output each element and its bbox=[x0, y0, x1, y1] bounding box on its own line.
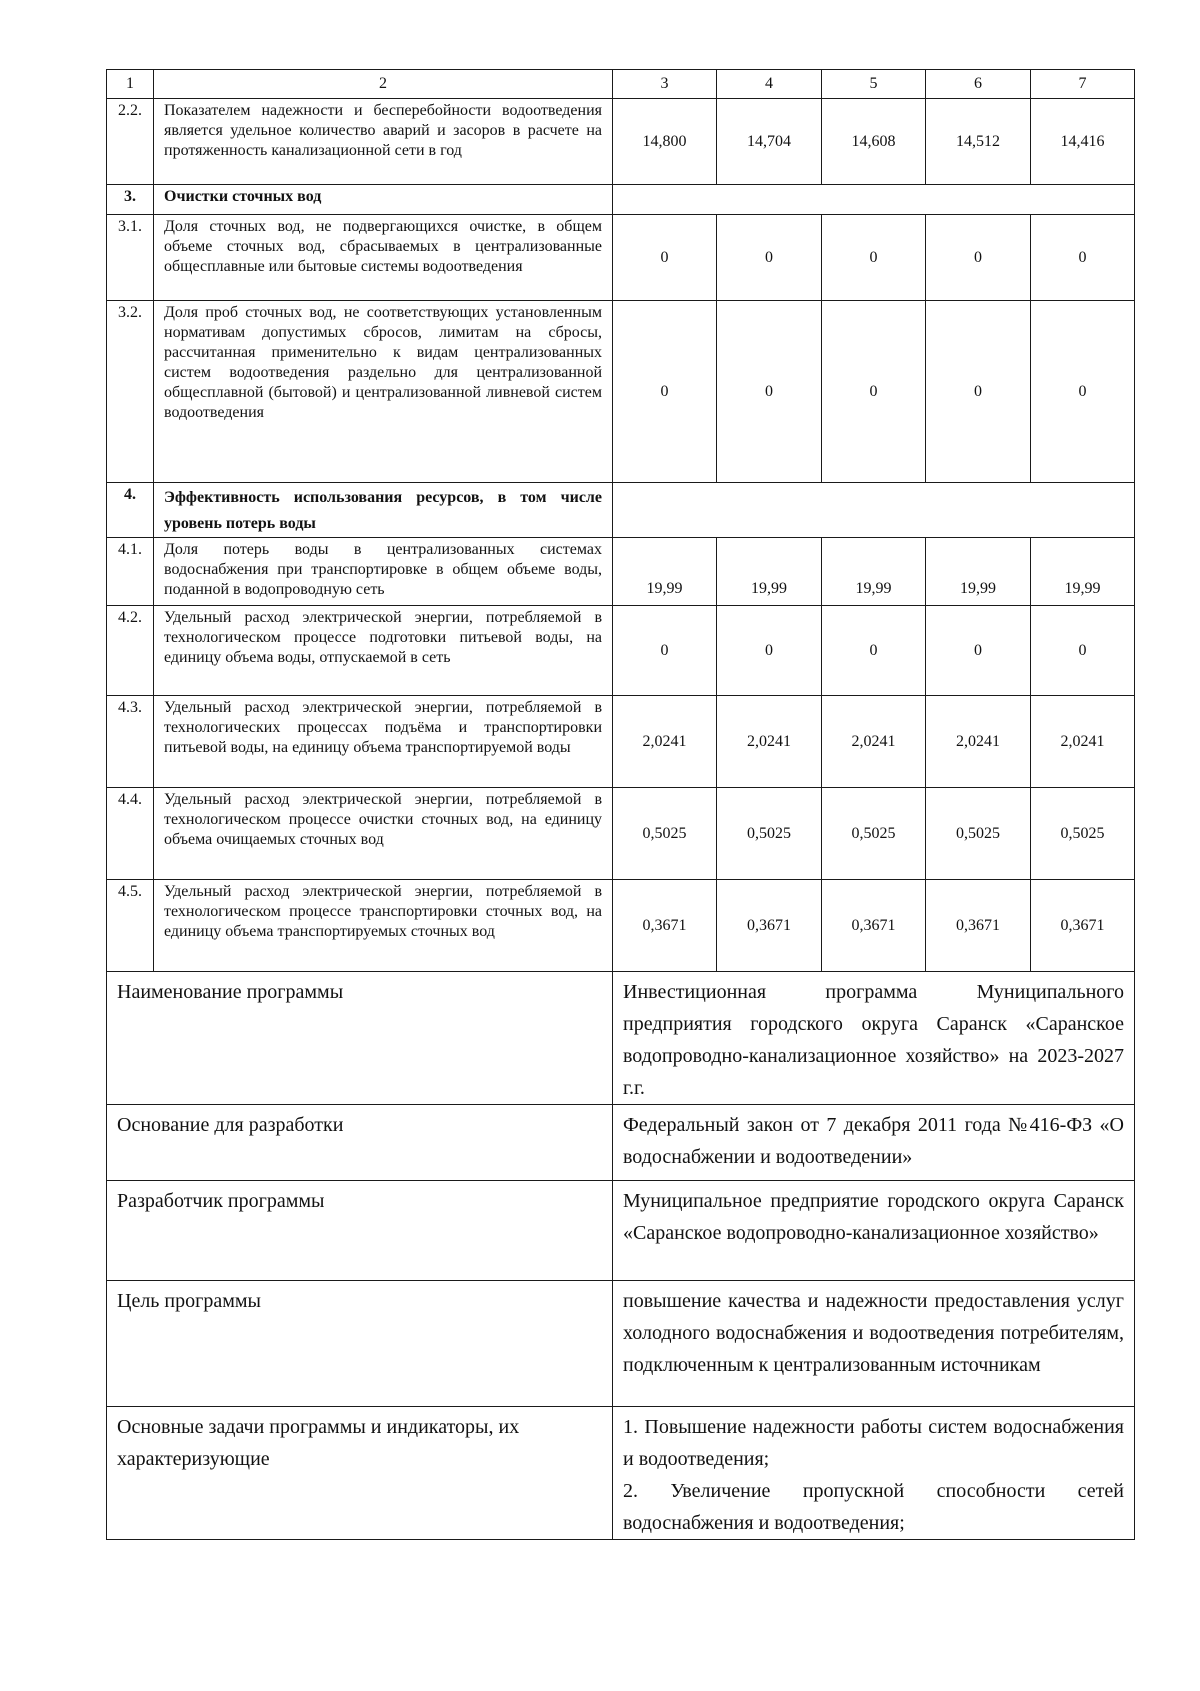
passport-row bbox=[107, 1180, 1135, 1280]
row-value: 2,0241 bbox=[613, 696, 717, 788]
row-value: 2,0241 bbox=[822, 696, 926, 788]
header-cell: 6 bbox=[926, 70, 1031, 99]
row-description: Удельный расход электрической энергии, потребляемой в технологическом процессе очистки сточных вод, на единицу объема очищаемых сточных вод bbox=[154, 788, 613, 880]
row-value: 0,3671 bbox=[1031, 880, 1135, 972]
task-item: 2. Увеличение пропускной способности сетей водоснабжения и водоотведения; bbox=[623, 1479, 1124, 1534]
row-value: 19,99 bbox=[926, 538, 1031, 606]
row-value: 0,3671 bbox=[717, 880, 822, 972]
passport-label: Основные задачи программы и индикаторы, их характеризующие bbox=[107, 1406, 613, 1539]
row-number: 4.2. bbox=[107, 606, 154, 696]
passport-row bbox=[107, 1406, 1135, 1539]
row-number: 4.1. bbox=[107, 538, 154, 606]
header-cell: 5 bbox=[822, 70, 926, 99]
row-value: 0 bbox=[613, 301, 717, 483]
header-cell: 2 bbox=[154, 70, 613, 99]
task-item: 1. Повышение надежности работы систем водоснабжения и водоотведения; bbox=[623, 1415, 1124, 1470]
row-value: 0 bbox=[613, 606, 717, 696]
row-number: 4.3. bbox=[107, 696, 154, 788]
passport-value: Муниципальное предприятие городского округа Саранск «Саранское водопроводно-канализационное хозяйство» bbox=[613, 1180, 1135, 1280]
document-page bbox=[106, 69, 1134, 1540]
row-value: 19,99 bbox=[1031, 538, 1135, 606]
section-row bbox=[107, 483, 1135, 538]
passport-label: Основание для разработки bbox=[107, 1104, 613, 1180]
row-description: Доля сточных вод, не подвергающихся очистке, в общем объеме сточных вод, сбрасываемых в централизованные общесплавные или бытовые системы водоотведения bbox=[154, 215, 613, 301]
row-description: Доля потерь воды в централизованных системах водоснабжения при транспортировке в общем объеме воды, поданной в водопроводную сеть bbox=[154, 538, 613, 606]
row-value: 14,512 bbox=[926, 99, 1031, 185]
table-row bbox=[107, 606, 1135, 696]
row-value: 0 bbox=[1031, 606, 1135, 696]
row-value: 0,3671 bbox=[613, 880, 717, 972]
row-value: 0 bbox=[926, 215, 1031, 301]
row-value: 2,0241 bbox=[717, 696, 822, 788]
passport-label: Наименование программы bbox=[107, 971, 613, 1104]
row-value: 0 bbox=[926, 301, 1031, 483]
row-value: 0 bbox=[822, 301, 926, 483]
table-row bbox=[107, 215, 1135, 301]
row-value: 0,5025 bbox=[822, 788, 926, 880]
row-value: 2,0241 bbox=[926, 696, 1031, 788]
row-value: 0 bbox=[717, 215, 822, 301]
row-description: Доля проб сточных вод, не соответствующих установленным нормативам допустимых сбросов, лимитам на сбросы, рассчитанная применительно к видам централизованных систем водоотведения раздельно для централизованной общесплавной (бытовой) и централизованной ливневой систем водоотведения bbox=[154, 301, 613, 483]
row-value: 0,3671 bbox=[822, 880, 926, 972]
row-value: 2,0241 bbox=[1031, 696, 1135, 788]
row-value: 0,5025 bbox=[717, 788, 822, 880]
section-title: Очистки сточных вод bbox=[154, 185, 613, 215]
header-cell: 4 bbox=[717, 70, 822, 99]
row-value: 14,416 bbox=[1031, 99, 1135, 185]
table-row bbox=[107, 301, 1135, 483]
program-passport-table bbox=[106, 971, 1135, 1540]
section-title: Эффективность использования ресурсов, в том числе уровень потерь воды bbox=[154, 483, 613, 538]
section-number: 3. bbox=[107, 185, 154, 215]
row-number: 3.2. bbox=[107, 301, 154, 483]
row-number: 4.4. bbox=[107, 788, 154, 880]
table-row bbox=[107, 880, 1135, 972]
row-value: 19,99 bbox=[717, 538, 822, 606]
passport-row bbox=[107, 1104, 1135, 1180]
row-value: 0 bbox=[822, 215, 926, 301]
row-number: 3.1. bbox=[107, 215, 154, 301]
table-row bbox=[107, 99, 1135, 185]
passport-value: Инвестиционная программа Муниципального предприятия городского округа Саранск «Саранское водопроводно-канализационное хозяйство» на 2023-2027 г.г. bbox=[613, 971, 1135, 1104]
row-value: 14,800 bbox=[613, 99, 717, 185]
table-header-row bbox=[107, 70, 1135, 99]
row-number: 4.5. bbox=[107, 880, 154, 972]
header-cell: 3 bbox=[613, 70, 717, 99]
row-value: 14,704 bbox=[717, 99, 822, 185]
row-value: 0 bbox=[717, 301, 822, 483]
row-value: 19,99 bbox=[613, 538, 717, 606]
table-row bbox=[107, 788, 1135, 880]
row-description: Показателем надежности и бесперебойности водоотведения является удельное количество аварий и засоров в расчете на протяженность канализационной сети в год bbox=[154, 99, 613, 185]
row-value: 0 bbox=[822, 606, 926, 696]
row-value: 19,99 bbox=[822, 538, 926, 606]
row-description: Удельный расход электрической энергии, потребляемой в технологическом процессе подготовки питьевой воды, на единицу объема воды, отпускаемой в сеть bbox=[154, 606, 613, 696]
section-row bbox=[107, 185, 1135, 215]
row-number: 2.2. bbox=[107, 99, 154, 185]
passport-value: повышение качества и надежности предоставления услуг холодного водоснабжения и водоотведения потребителям, подключенным к централизованным источникам bbox=[613, 1280, 1135, 1406]
row-value: 14,608 bbox=[822, 99, 926, 185]
row-value: 0,5025 bbox=[1031, 788, 1135, 880]
row-value: 0 bbox=[1031, 301, 1135, 483]
section-empty-cell bbox=[613, 483, 1135, 538]
row-value: 0 bbox=[1031, 215, 1135, 301]
header-cell: 1 bbox=[107, 70, 154, 99]
row-value: 0 bbox=[613, 215, 717, 301]
passport-value: Федеральный закон от 7 декабря 2011 года №416-ФЗ «О водоснабжении и водоотведении» bbox=[613, 1104, 1135, 1180]
row-value: 0,3671 bbox=[926, 880, 1031, 972]
row-value: 0 bbox=[926, 606, 1031, 696]
section-number: 4. bbox=[107, 483, 154, 538]
table-row bbox=[107, 538, 1135, 606]
row-description: Удельный расход электрической энергии, потребляемой в технологических процессах подъёма и транспортировки питьевой воды, на единицу объема транспортируемой воды bbox=[154, 696, 613, 788]
section-empty-cell bbox=[613, 185, 1135, 215]
header-cell: 7 bbox=[1031, 70, 1135, 99]
row-value: 0,5025 bbox=[613, 788, 717, 880]
passport-label: Разработчик программы bbox=[107, 1180, 613, 1280]
row-description: Удельный расход электрической энергии, потребляемой в технологическом процессе транспортировки сточных вод, на единицу объема транспортируемых сточных вод bbox=[154, 880, 613, 972]
indicators-table bbox=[106, 69, 1135, 972]
passport-row bbox=[107, 971, 1135, 1104]
row-value: 0,5025 bbox=[926, 788, 1031, 880]
row-value: 0 bbox=[717, 606, 822, 696]
passport-label: Цель программы bbox=[107, 1280, 613, 1406]
passport-tasks bbox=[613, 1406, 1135, 1539]
table-row bbox=[107, 696, 1135, 788]
passport-row bbox=[107, 1280, 1135, 1406]
